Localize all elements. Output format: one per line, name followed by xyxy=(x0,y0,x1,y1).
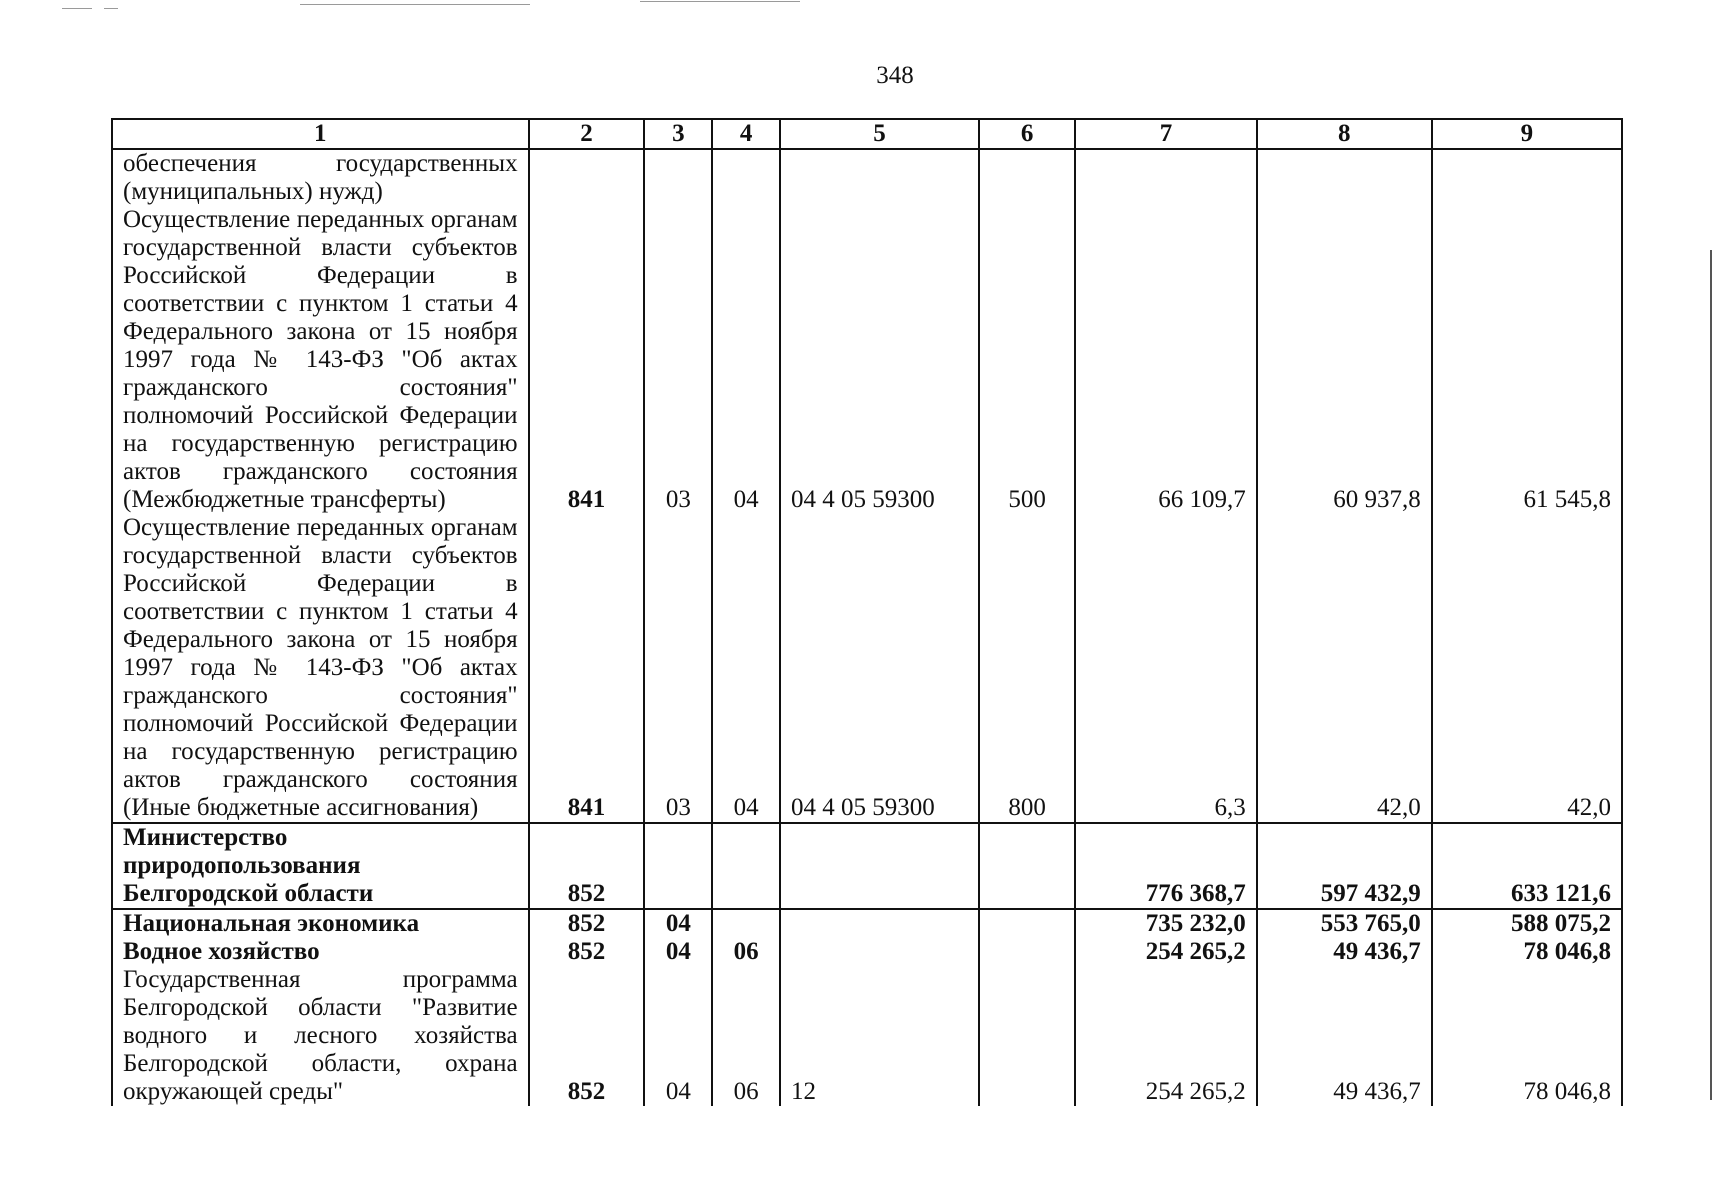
cell-section: 03 xyxy=(644,514,712,823)
cell-section: 04 xyxy=(644,966,712,1106)
scan-artifacts xyxy=(0,0,1714,12)
cell-amount-col9: 633 121,6 xyxy=(1432,823,1622,909)
cell-section: 04 xyxy=(644,938,712,966)
cell-target-article: 12 xyxy=(780,966,979,1106)
cell-amount-col9: 78 046,8 xyxy=(1432,938,1622,966)
row-name: Водное хозяйство xyxy=(112,938,529,966)
table-row xyxy=(112,514,1622,823)
page-number: 348 xyxy=(876,62,914,89)
header-col-7: 7 xyxy=(1075,119,1257,149)
cell-subsection: 06 xyxy=(712,966,780,1106)
header-col-6: 6 xyxy=(979,119,1075,149)
cell-amount-col8: 60 937,8 xyxy=(1257,206,1432,514)
table-row xyxy=(112,909,1622,938)
cell-amount-col7 xyxy=(1075,149,1257,206)
cell-admin-code: 852 xyxy=(529,823,645,909)
budget-table xyxy=(111,118,1623,1106)
header-col-1: 1 xyxy=(112,119,529,149)
row-name: Министерство природопользования Белгородской области xyxy=(112,823,529,909)
table-row xyxy=(112,149,1622,206)
table-row xyxy=(112,966,1622,1106)
cell-amount-col7: 735 232,0 xyxy=(1075,909,1257,938)
header-col-5: 5 xyxy=(780,119,979,149)
cell-amount-col7: 254 265,2 xyxy=(1075,966,1257,1106)
cell-subsection xyxy=(712,149,780,206)
cell-target-article xyxy=(780,823,979,909)
header-col-8: 8 xyxy=(1257,119,1432,149)
cell-amount-col8 xyxy=(1257,149,1432,206)
cell-admin-code xyxy=(529,149,645,206)
cell-amount-col8: 553 765,0 xyxy=(1257,909,1432,938)
cell-target-article: 04 4 05 59300 xyxy=(780,206,979,514)
header-col-4: 4 xyxy=(712,119,780,149)
cell-admin-code: 841 xyxy=(529,514,645,823)
cell-expense-type: 500 xyxy=(979,206,1075,514)
cell-amount-col7: 776 368,7 xyxy=(1075,823,1257,909)
row-name: Осуществление переданных органам государственной власти субъектов Российской Федерации в соответствии с пунктом 1 статьи 4 Федерального закона от 15 ноября 1997 года № 143-ФЗ "Об актах гражданского состояния" полномочий Российской Федерации на государственную регистрацию актов гражданского состояния (Иные бюджетные ассигнования) xyxy=(112,514,529,823)
cell-expense-type: 800 xyxy=(979,514,1075,823)
header-col-3: 3 xyxy=(644,119,712,149)
cell-amount-col9: 61 545,8 xyxy=(1432,206,1622,514)
cell-amount-col7: 6,3 xyxy=(1075,514,1257,823)
cell-expense-type xyxy=(979,823,1075,909)
cell-expense-type xyxy=(979,909,1075,938)
cell-amount-col9 xyxy=(1432,149,1622,206)
cell-subsection: 06 xyxy=(712,938,780,966)
cell-amount-col7: 66 109,7 xyxy=(1075,206,1257,514)
row-name: Национальная экономика xyxy=(112,909,529,938)
cell-target-article xyxy=(780,909,979,938)
header-row xyxy=(112,119,1622,149)
row-name: обеспечения государственных (муниципальных) нужд) xyxy=(112,149,529,206)
cell-section xyxy=(644,149,712,206)
table-row xyxy=(112,938,1622,966)
cell-section: 04 xyxy=(644,909,712,938)
header-col-2: 2 xyxy=(529,119,645,149)
table-row xyxy=(112,823,1622,909)
cell-section: 03 xyxy=(644,206,712,514)
scan-page-edge xyxy=(1710,250,1712,1100)
cell-amount-col9: 42,0 xyxy=(1432,514,1622,823)
cell-expense-type xyxy=(979,149,1075,206)
cell-subsection xyxy=(712,909,780,938)
cell-subsection: 04 xyxy=(712,206,780,514)
cell-amount-col9: 78 046,8 xyxy=(1432,966,1622,1106)
cell-admin-code: 852 xyxy=(529,909,645,938)
table-row xyxy=(112,206,1622,514)
cell-amount-col9: 588 075,2 xyxy=(1432,909,1622,938)
cell-target-article xyxy=(780,149,979,206)
cell-admin-code: 852 xyxy=(529,938,645,966)
cell-subsection: 04 xyxy=(712,514,780,823)
cell-amount-col8: 49 436,7 xyxy=(1257,966,1432,1106)
cell-expense-type xyxy=(979,938,1075,966)
cell-subsection xyxy=(712,823,780,909)
header-col-9: 9 xyxy=(1432,119,1622,149)
cell-amount-col8: 42,0 xyxy=(1257,514,1432,823)
cell-target-article: 04 4 05 59300 xyxy=(780,514,979,823)
row-name: Осуществление переданных органам государственной власти субъектов Российской Федерации в соответствии с пунктом 1 статьи 4 Федерального закона от 15 ноября 1997 года № 143-ФЗ "Об актах гражданского состояния" полномочий Российской Федерации на государственную регистрацию актов гражданского состояния (Межбюджетные трансферты) xyxy=(112,206,529,514)
cell-amount-col7: 254 265,2 xyxy=(1075,938,1257,966)
cell-expense-type xyxy=(979,966,1075,1106)
cell-target-article xyxy=(780,938,979,966)
cell-amount-col8: 597 432,9 xyxy=(1257,823,1432,909)
cell-admin-code: 841 xyxy=(529,206,645,514)
row-name: Государственная программа Белгородской области "Развитие водного и лесного хозяйства Белгородской области, охрана окружающей среды" xyxy=(112,966,529,1106)
cell-amount-col8: 49 436,7 xyxy=(1257,938,1432,966)
cell-section xyxy=(644,823,712,909)
cell-admin-code: 852 xyxy=(529,966,645,1106)
